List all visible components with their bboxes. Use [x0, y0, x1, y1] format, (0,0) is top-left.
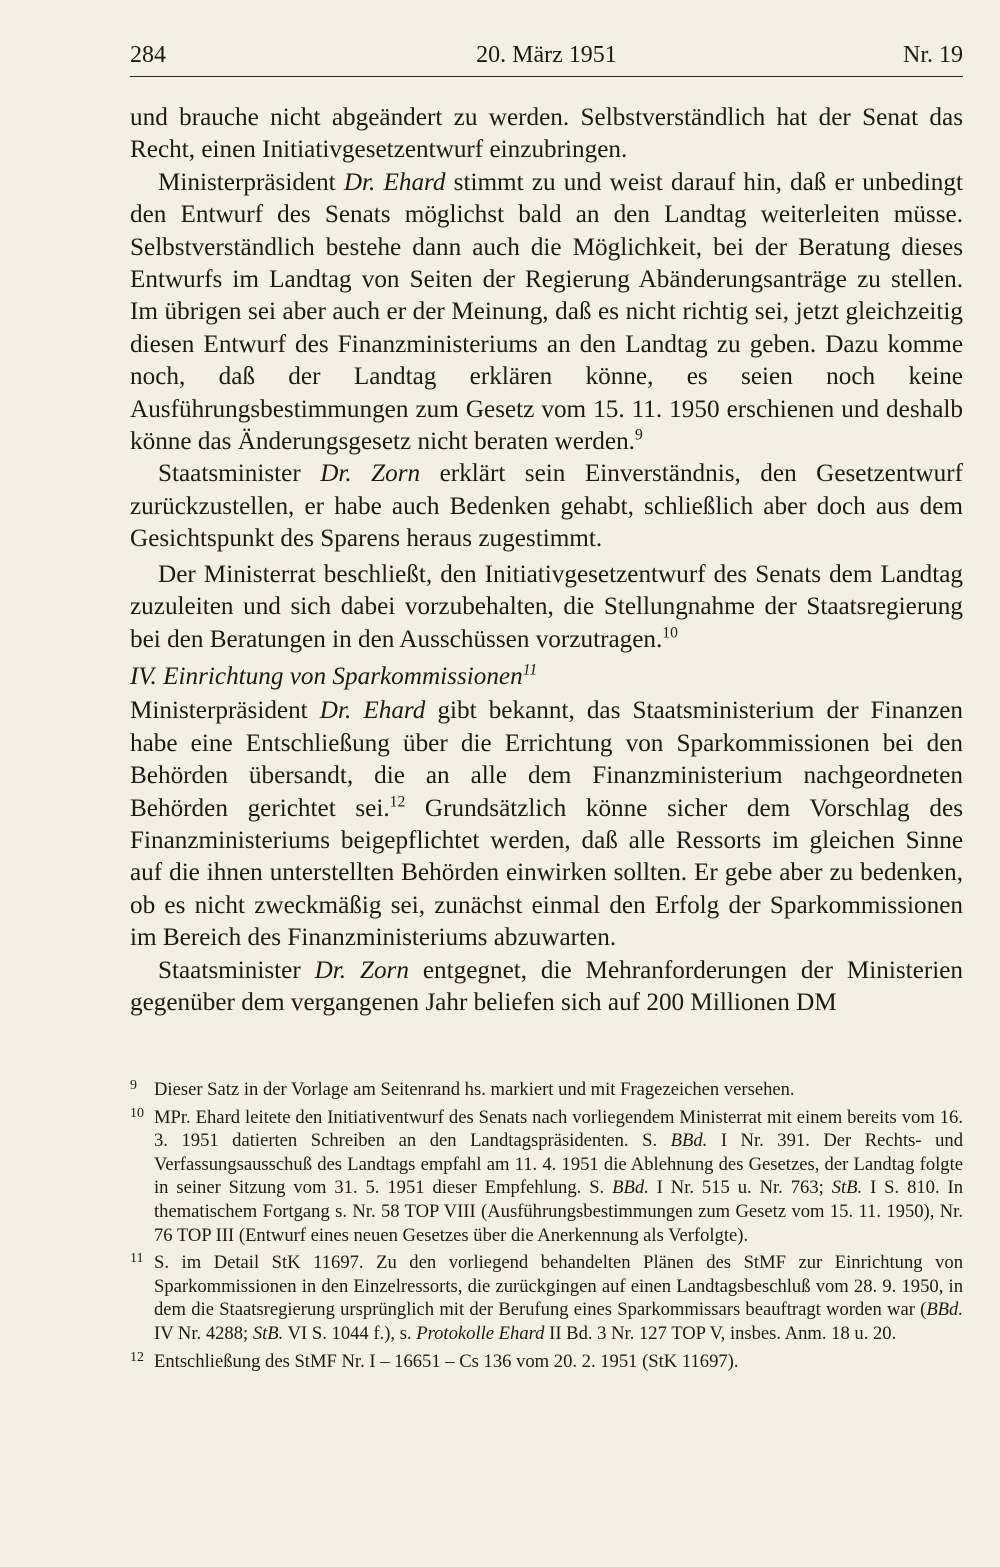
text-run: erklärt sein Einverständnis, den Gesetzentwurf zurückzustellen, er habe auch Bedenken gehabt, schließlich aber doch aus dem Gesichtspunkt des Sparens heraus zugestimmt. [130, 460, 963, 553]
footnote-ref: 9 [634, 426, 643, 444]
citation-abbrev: BBd. [926, 1299, 963, 1321]
section-heading [130, 661, 963, 693]
paragraph-5 [130, 695, 963, 954]
citation-abbrev: StB. [831, 1177, 863, 1199]
text-run: Der Ministerrat beschließt, den Initiativgesetzentwurf des Senats dem Landtag zuzuleiten und sich dabei vorzubehalten, die Stellungnahme der Staatsregierung bei den Beratungen in den Ausschüssen vorzutragen. [130, 560, 963, 653]
footnote-text: I Nr. 391. Der Rechts- und Verfassungsausschuß des Landtags empfahl am 11. 4. 1951 die Ablehnung des Gesetzes, der Landtag folgte in seiner Sitzung vom 31. 5. 1951 dieser Empfehlung. S. [154, 1130, 963, 1199]
paragraph-3 [130, 458, 963, 555]
footnote-number: 10 [130, 1105, 144, 1121]
heading-text: IV. Einrichtung von Sparkommissionen [130, 662, 523, 690]
text-run: Ministerpräsident [158, 168, 344, 196]
footnote-12 [130, 1350, 963, 1374]
citation-abbrev: StB. [252, 1322, 284, 1344]
person-name: Dr. Ehard [319, 697, 426, 725]
person-name: Dr. Zorn [314, 956, 409, 984]
person-name: Dr. Ehard [343, 168, 446, 196]
citation-title: Protokolle Ehard [416, 1322, 545, 1344]
footnote-text: I Nr. 515 u. Nr. 763; [648, 1177, 832, 1199]
footnote-text: Dieser Satz in der Vorlage am Seitenrand hs. markiert und mit Fragezeichen versehen. [154, 1079, 795, 1100]
footnote-text: II Bd. 3 Nr. 127 TOP V, insbes. Anm. 18 u. 20. [544, 1322, 897, 1344]
header-date: 20. März 1951 [476, 42, 617, 68]
footnote-text: MPr. Ehard leitete den Initiativentwurf des Senats nach vorliegendem Ministerrat mit einem bereits vom 16. 3. 1951 datierten Schreiben an den Landtagspräsidenten. S. [154, 1106, 963, 1152]
footnote-11 [130, 1251, 963, 1345]
footnote-10 [130, 1106, 963, 1248]
text-run: Ministerpräsident [130, 697, 320, 725]
text-run: Staatsminister [158, 956, 315, 984]
footnote-ref: 11 [522, 661, 538, 679]
text-run: stimmt zu und weist darauf hin, daß er unbedingt den Entwurf des Senats möglichst bald an den Landtag weiterleiten müsse. Selbstverständlich bestehe dann auch die Möglichkeit, bei der Beratung dieses Entwurfs im Landtag von Seiten der Regierung Abänderungsanträge zu stellen. Im übrigen sei aber auch er der Meinung, daß es nicht richtig sei, jetzt gleichzeitig diesen Entwurf des Finanzministeriums an den Landtag zu geben. Dazu komme noch, daß der Landtag erklären könne, es seien noch keine Ausführungsbestimmungen zum Gesetz vom 15. 11. 1950 erschienen und deshalb könne das Änderungsgesetz nicht beraten werden. [130, 168, 963, 456]
footnote-number: 12 [130, 1349, 144, 1365]
footnote-9 [130, 1078, 963, 1102]
footnote-text: Entschließung des StMF Nr. I – 16651 – Cs 136 vom 20. 2. 1951 (StK 11697). [154, 1350, 739, 1372]
footnote-ref: 10 [662, 624, 678, 642]
footnote-ref: 12 [389, 793, 406, 811]
text-run: Grundsätzlich könne sicher dem Vorschlag des Finanzministeriums beigepflichtet werden, daß alle Ressorts im gleichen Sinne auf die ihnen unterstellten Behörden einwirken sollten. Er gebe aber zu bedenken, ob es nicht zweckmäßig sei, zunächst einmal den Erfolg der Sparkommissionen im Bereich des Finanzministeriums abzuwarten. [130, 794, 963, 952]
main-text [130, 102, 963, 1019]
header-rule [130, 76, 963, 77]
footnotes [130, 1078, 963, 1377]
text-run: Staatsminister [158, 460, 321, 488]
paragraph-6 [130, 955, 963, 1020]
footnote-text: IV Nr. 4288; [154, 1322, 253, 1344]
footnote-text: VI S. 1044 f.), s. [283, 1322, 417, 1344]
text-run: gibt bekannt, das Staatsministerium der Finanzen habe eine Entschließung über die Errichtung von Sparkommissionen bei den Behörden übersandt, die an alle dem Finanzministerium nachgeordneten Behörden gerichtet sei. [130, 697, 964, 822]
footnote-number: 11 [130, 1251, 144, 1267]
document-number: Nr. 19 [903, 42, 963, 68]
citation-abbrev: BBd. [612, 1177, 649, 1199]
footnote-number: 9 [130, 1078, 137, 1093]
citation-abbrev: BBd. [670, 1130, 708, 1152]
running-header [130, 38, 963, 74]
page-number: 284 [130, 42, 166, 68]
paragraph-2 [130, 167, 963, 459]
paragraph-4 [130, 559, 963, 656]
person-name: Dr. Zorn [320, 460, 421, 488]
footnote-text: I S. 810. In thematischem Fortgang s. Nr. 58 TOP VIII (Ausführungsbestimmungen zum Gesetz vom 15. 11. 1950), Nr. 76 TOP III (Entwurf eines neuen Gesetzes über die Anerkennung als Verfolgte). [154, 1177, 963, 1246]
text-run: entgegnet, die Mehranforderungen der Ministerien gegenüber dem vergangenen Jahr beliefen sich auf 200 Millionen DM [130, 956, 963, 1016]
footnote-text: S. im Detail StK 11697. Zu den vorliegend behandelten Plänen des StMF zur Einrichtung von Sparkommissionen in den Einzelressorts, die zurückgingen auf einen Landtagsbeschluß vom 28. 9. 1950, in dem die Staatsregierung ursprünglich mit der Berufung eines Sparkommissars beauftragt worden war ( [154, 1252, 963, 1321]
paragraph-1: und brauche nicht abgeändert zu werden. Selbstverständlich hat der Senat das Recht, einen Initiativgesetzentwurf einzubringen. [130, 104, 963, 164]
